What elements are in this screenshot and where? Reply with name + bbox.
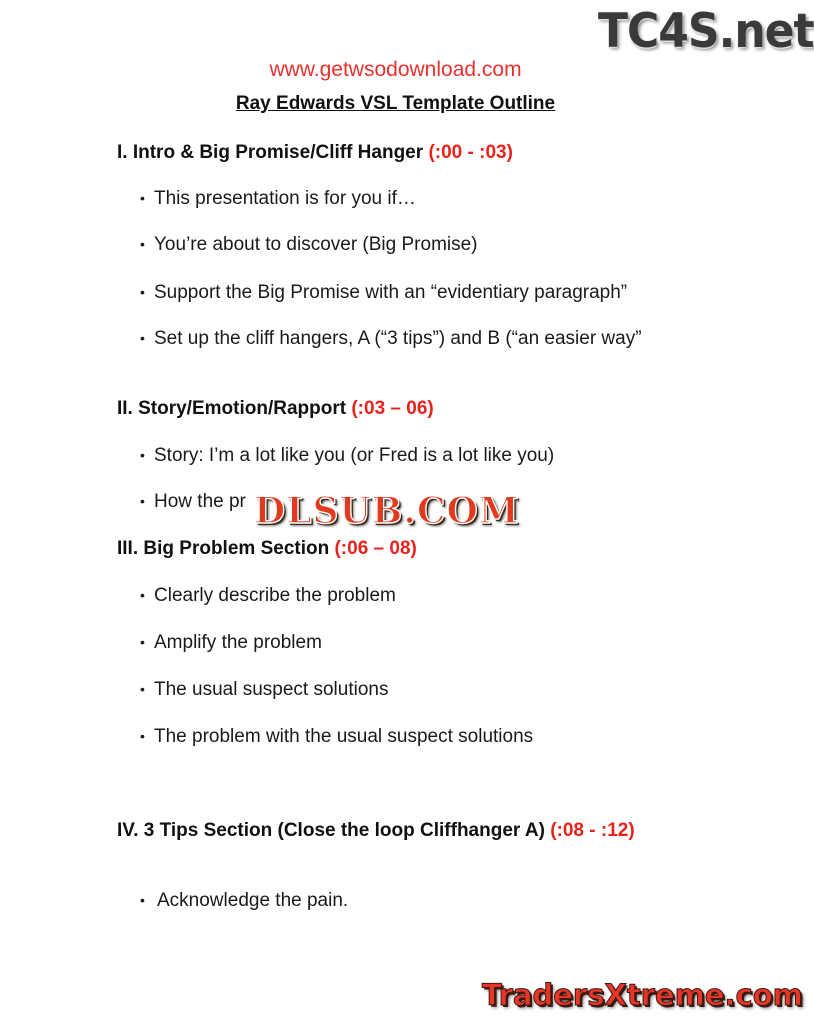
section-heading-text: II. Story/Emotion/Rapport <box>117 398 347 419</box>
list-item: • Amplify the problem <box>140 632 322 653</box>
bullet-icon: • <box>140 284 145 300</box>
bullet-icon: • <box>140 447 145 463</box>
section-time: (:00 - :03) <box>428 142 513 163</box>
list-item: • Story: I’m a lot like you (or Fred is a lot like you) <box>140 445 555 466</box>
tc4s-watermark: TC4S.net <box>598 4 814 60</box>
bullet-icon: • <box>140 587 145 603</box>
bullet-icon: • <box>140 493 145 509</box>
list-item: • The usual suspect solutions <box>140 679 389 700</box>
section-heading-text: I. Intro & Big Promise/Cliff Hanger <box>117 142 424 163</box>
section-heading-text: III. Big Problem Section <box>117 538 330 559</box>
section-heading-problem <box>117 537 677 561</box>
list-item: • This presentation is for you if… <box>140 188 416 209</box>
bullet-icon: • <box>140 892 145 908</box>
dlsub-watermark: DLSUB.COM <box>254 490 520 532</box>
bullet-icon: • <box>140 330 145 346</box>
section-time: (:08 - :12) <box>550 820 635 841</box>
list-item: • You’re about to discover (Big Promise) <box>140 234 478 255</box>
list-item: • Clearly describe the problem <box>140 585 396 606</box>
list-item: • Support the Big Promise with an “evidentiary paragraph” <box>140 282 628 303</box>
section-time: (:03 – 06) <box>351 398 434 419</box>
bullet-icon: • <box>140 728 145 744</box>
traders-watermark: TradersXtreme.com <box>482 978 803 1012</box>
section-heading-text: IV. 3 Tips Section (Close the loop Cliffhanger A) <box>117 820 545 841</box>
url-watermark: www.getwsodownload.com <box>269 58 522 81</box>
section-time: (:06 – 08) <box>334 538 417 559</box>
document-title: Ray Edwards VSL Template Outline <box>235 93 556 114</box>
bullet-icon: • <box>140 236 145 252</box>
section-heading-story <box>117 397 677 421</box>
bullet-icon: • <box>140 190 145 206</box>
list-item: • How the pr <box>140 491 246 512</box>
section-heading-intro <box>117 141 677 165</box>
section-heading-tips <box>117 819 662 843</box>
list-item: • The problem with the usual suspect solutions <box>140 726 534 747</box>
bullet-icon: • <box>140 681 145 697</box>
bullet-icon: • <box>140 634 145 650</box>
list-item: • Acknowledge the pain. <box>140 890 349 911</box>
list-item: • Set up the cliff hangers, A (“3 tips”) and B (“an easier way” <box>140 328 642 349</box>
